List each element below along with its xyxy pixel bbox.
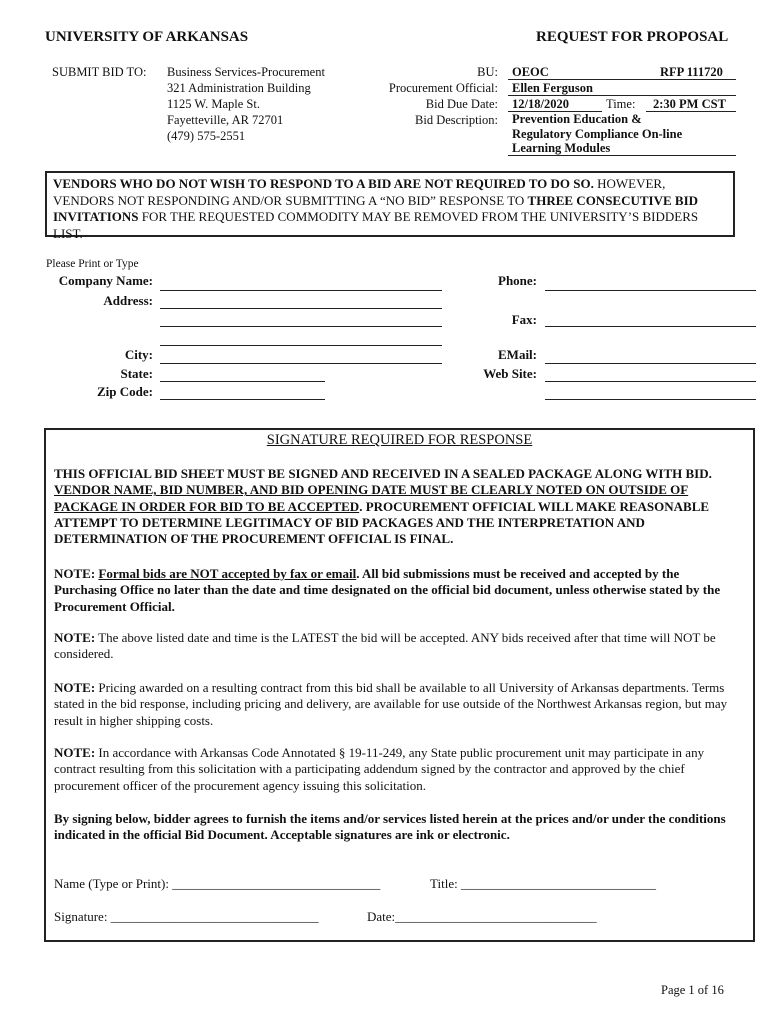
time-value: 2:30 PM CST	[653, 97, 726, 111]
description-label: Bid Description:	[415, 113, 498, 127]
website-field[interactable]	[545, 381, 756, 382]
email-label: EMail:	[498, 347, 537, 362]
zip-code-label: Zip Code:	[97, 384, 153, 399]
note-3-text: Pricing awarded on a resulting contract from this bid shall be available to all University of Arkansas departments. Terms stated in the bid response, including pricing and delivery, are available for use outside of the Northwest Arkansas region, but may result in higher shipping costs.	[54, 680, 728, 728]
description-underline	[508, 155, 736, 156]
official-label: Procurement Official:	[388, 81, 498, 95]
city-label: City:	[124, 347, 153, 362]
date-field[interactable]: Date:_______________________________	[367, 909, 597, 924]
vendor-notice-box	[45, 171, 735, 241]
bu-label: BU:	[477, 65, 498, 79]
description-line: Regulatory Compliance On-line	[512, 126, 683, 141]
submit-address	[167, 64, 325, 144]
description-line: Learning Modules	[512, 141, 611, 155]
print-note: Please Print or Type	[46, 258, 139, 270]
submit-line: 321 Administration Building	[167, 81, 311, 95]
state-field[interactable]	[160, 381, 325, 382]
signature-section-title: SIGNATURE REQUIRED FOR RESPONSE	[266, 432, 533, 448]
official-bid-text-2: . PROCUREMENT OFFICIAL WILL MAKE REASONABLE ATTEMPT TO DETERMINE LEGITIMACY OF BID PACKAGES AND THE INTERPRETATION AND DETERMINATION OF THE PROCUREMENT OFFICIAL IS FINAL.	[54, 498, 710, 547]
page-number: Page 1 of 16	[661, 983, 724, 997]
name-print-field[interactable]: Name (Type or Print): ________________________________	[54, 876, 381, 891]
bu-value: OEOC	[512, 65, 549, 79]
address-label: Address:	[103, 293, 153, 308]
email-field[interactable]	[545, 363, 756, 364]
note-2	[54, 630, 744, 663]
rfp-number: RFP 111720	[660, 65, 723, 79]
submit-line: (479) 575-2551	[167, 129, 246, 143]
fax-field[interactable]	[545, 326, 756, 327]
fax-label: Fax:	[511, 312, 537, 327]
signing-agreement: By signing below, bidder agrees to furnish the items and/or services listed herein at the prices and/or under the conditions indicated in the official Bid Document. Acceptable signatures are ink or electronic.	[54, 811, 726, 843]
website-label: Web Site:	[483, 366, 537, 381]
org-title: UNIVERSITY OF ARKANSAS	[45, 29, 249, 45]
doc-type-title: REQUEST FOR PROPOSAL	[536, 29, 729, 45]
title-field[interactable]: Title: ______________________________	[430, 876, 656, 891]
official-value: Ellen Ferguson	[512, 81, 593, 95]
zip-code-field[interactable]	[160, 399, 325, 400]
time-label: Time:	[606, 97, 636, 111]
due-date-label: Bid Due Date:	[425, 97, 498, 111]
note-4-label: NOTE:	[54, 745, 96, 760]
note-4	[54, 745, 744, 794]
vendor-notice-bold-2: THREE CONSECUTIVE BID INVITATIONS	[53, 192, 699, 224]
address-field-1[interactable]	[160, 308, 442, 309]
signature-field[interactable]: Signature: ________________________________	[54, 909, 319, 924]
description-value	[512, 112, 682, 156]
company-name-field[interactable]	[160, 290, 442, 291]
state-label: State:	[120, 366, 153, 381]
note-3-label: NOTE:	[54, 680, 96, 695]
submit-label: SUBMIT BID TO:	[52, 65, 147, 79]
vendor-notice-bold: VENDORS WHO DO NOT WISH TO RESPOND TO A BID ARE NOT REQUIRED TO DO SO.	[53, 176, 594, 191]
website-field-2[interactable]	[545, 399, 756, 400]
submit-line: 1125 W. Maple St.	[167, 97, 260, 111]
phone-label: Phone:	[498, 273, 537, 288]
due-date-value: 12/18/2020	[512, 97, 569, 111]
submit-line: Business Services-Procurement	[167, 65, 325, 79]
note-1-label: NOTE:	[54, 566, 96, 581]
note-4-text: In accordance with Arkansas Code Annotated § 19-11-249, any State public procurement unit may participate in any contract resulting from this solicitation with a participating addendum signed by the contractor and approved by the chief procurement officer of the procurement agency issuing this solicitation.	[54, 745, 705, 793]
vendor-notice-text: HOWEVER, VENDORS NOT RESPONDING AND/OR SUBMITTING A “NO BID” RESPONSE TO	[53, 176, 666, 208]
note-1-underlined: Formal bids are NOT accepted by fax or email	[98, 566, 357, 581]
city-field[interactable]	[160, 363, 442, 364]
phone-field[interactable]	[545, 290, 756, 291]
vendor-notice-text-2: FOR THE REQUESTED COMMODITY MAY BE REMOVED FROM THE UNIVERSITY’S BIDDERS LIST.	[53, 209, 699, 241]
address-field-3[interactable]	[160, 345, 442, 346]
note-1-text: . All bid submissions must be received and accepted by the Purchasing Office no later than the date and time designated on the official bid document, unless otherwise stated by the Procurement Official.	[54, 566, 721, 614]
address-field-2[interactable]	[160, 326, 442, 327]
submit-line: Fayetteville, AR 72701	[167, 113, 284, 127]
note-2-label: NOTE:	[54, 630, 96, 645]
official-bid-paragraph	[54, 466, 744, 547]
description-line: Prevention Education &	[512, 112, 642, 126]
note-2-text: The above listed date and time is the LATEST the bid will be accepted. ANY bids received after that time will NOT be considered.	[54, 630, 716, 662]
official-bid-underlined: VENDOR NAME, BID NUMBER, AND BID OPENING DATE MUST BE CLEARLY NOTED ON OUTSIDE OF PACKAGE IN ORDER FOR BID TO BE ACCEPTED	[54, 482, 689, 514]
note-1	[54, 566, 744, 615]
company-name-label: Company Name:	[58, 273, 153, 288]
official-bid-text: THIS OFFICIAL BID SHEET MUST BE SIGNED AND RECEIVED IN A SEALED PACKAGE ALONG WITH BID.	[54, 466, 712, 481]
note-3	[54, 680, 744, 729]
